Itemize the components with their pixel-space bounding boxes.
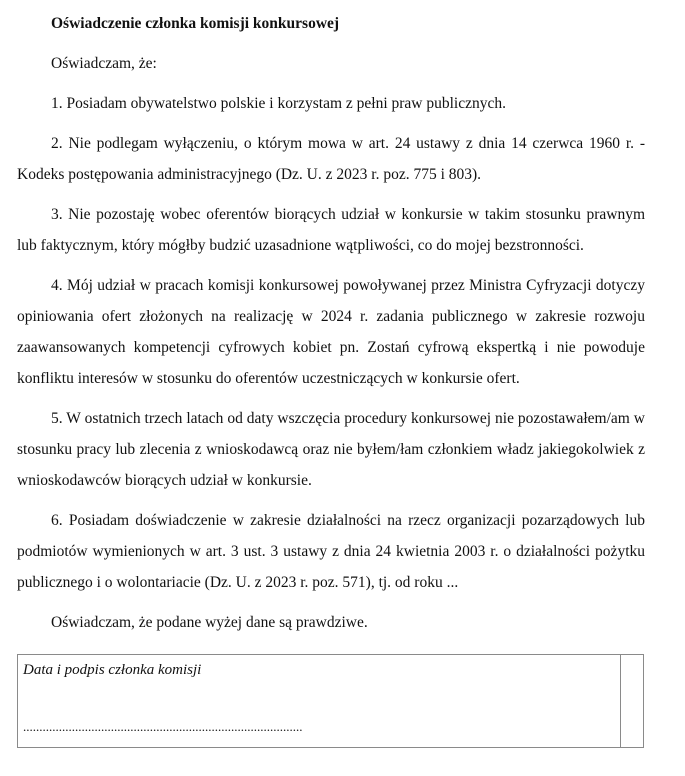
intro-text: Oświadczam, że:: [51, 55, 157, 72]
point-1: 1. Posiadam obywatelstwo polskie i korzystam z pełni praw publicznych.: [51, 95, 507, 112]
point-3: 3. Nie pozostaję wobec oferentów biorących udział w konkursie w takim stosunku prawnym lub faktycznym, który mógłby budzić uzasadnione wątpliwości, co do mojej bezstronności.: [17, 206, 645, 254]
point-5: 5. W ostatnich trzech latach od daty wszczęcia procedury konkursowej nie pozostawałem/am w stosunku pracy lub zlecenia z wnioskodawcą oraz nie byłem/łam członkiem władz jakiegokolwiek z wnioskodawców biorących udział w konkursie.: [17, 410, 645, 489]
signature-box: [17, 654, 644, 748]
declaration-document: [17, 9, 645, 638]
point-4: 4. Mój udział w pracach komisji konkursowej powoływanej przez Ministra Cyfryzacji dotyczy opiniowania ofert złożonych na realizację w 2024 r. zadania publicznego w zakresie rozwoju zaawansowanych kompetencji cyfrowych kobiet pn. Zostań cyfrową ekspertką i nie powoduje konfliktu interesów w stosunku do oferentów uczestniczących w konkursie ofert.: [17, 277, 645, 387]
document-title: Oświadczenie członka komisji konkursowej: [51, 15, 340, 32]
signature-line: ......................................................................................: [23, 719, 303, 734]
signature-label: Data i podpis członka komisji: [23, 662, 202, 678]
point-6: 6. Posiadam doświadczenie w zakresie działalności na rzecz organizacji pozarządowych lub podmiotów wymienionych w art. 3 ust. 3 ustawy z dnia 24 kwietnia 2003 r. o działalności pożytku publicznego i o wolontariacie (Dz. U. z 2023 r. poz. 571), tj. od roku ...: [17, 512, 645, 591]
signature-box-divider: [620, 655, 621, 747]
closing-statement: Oświadczam, że podane wyżej dane są prawdziwe.: [51, 614, 368, 631]
point-2: 2. Nie podlegam wyłączeniu, o którym mowa w art. 24 ustawy z dnia 14 czerwca 1960 r. - Kodeks postępowania administracyjnego (Dz. U. z 2023 r. poz. 775 i 803).: [17, 135, 645, 183]
